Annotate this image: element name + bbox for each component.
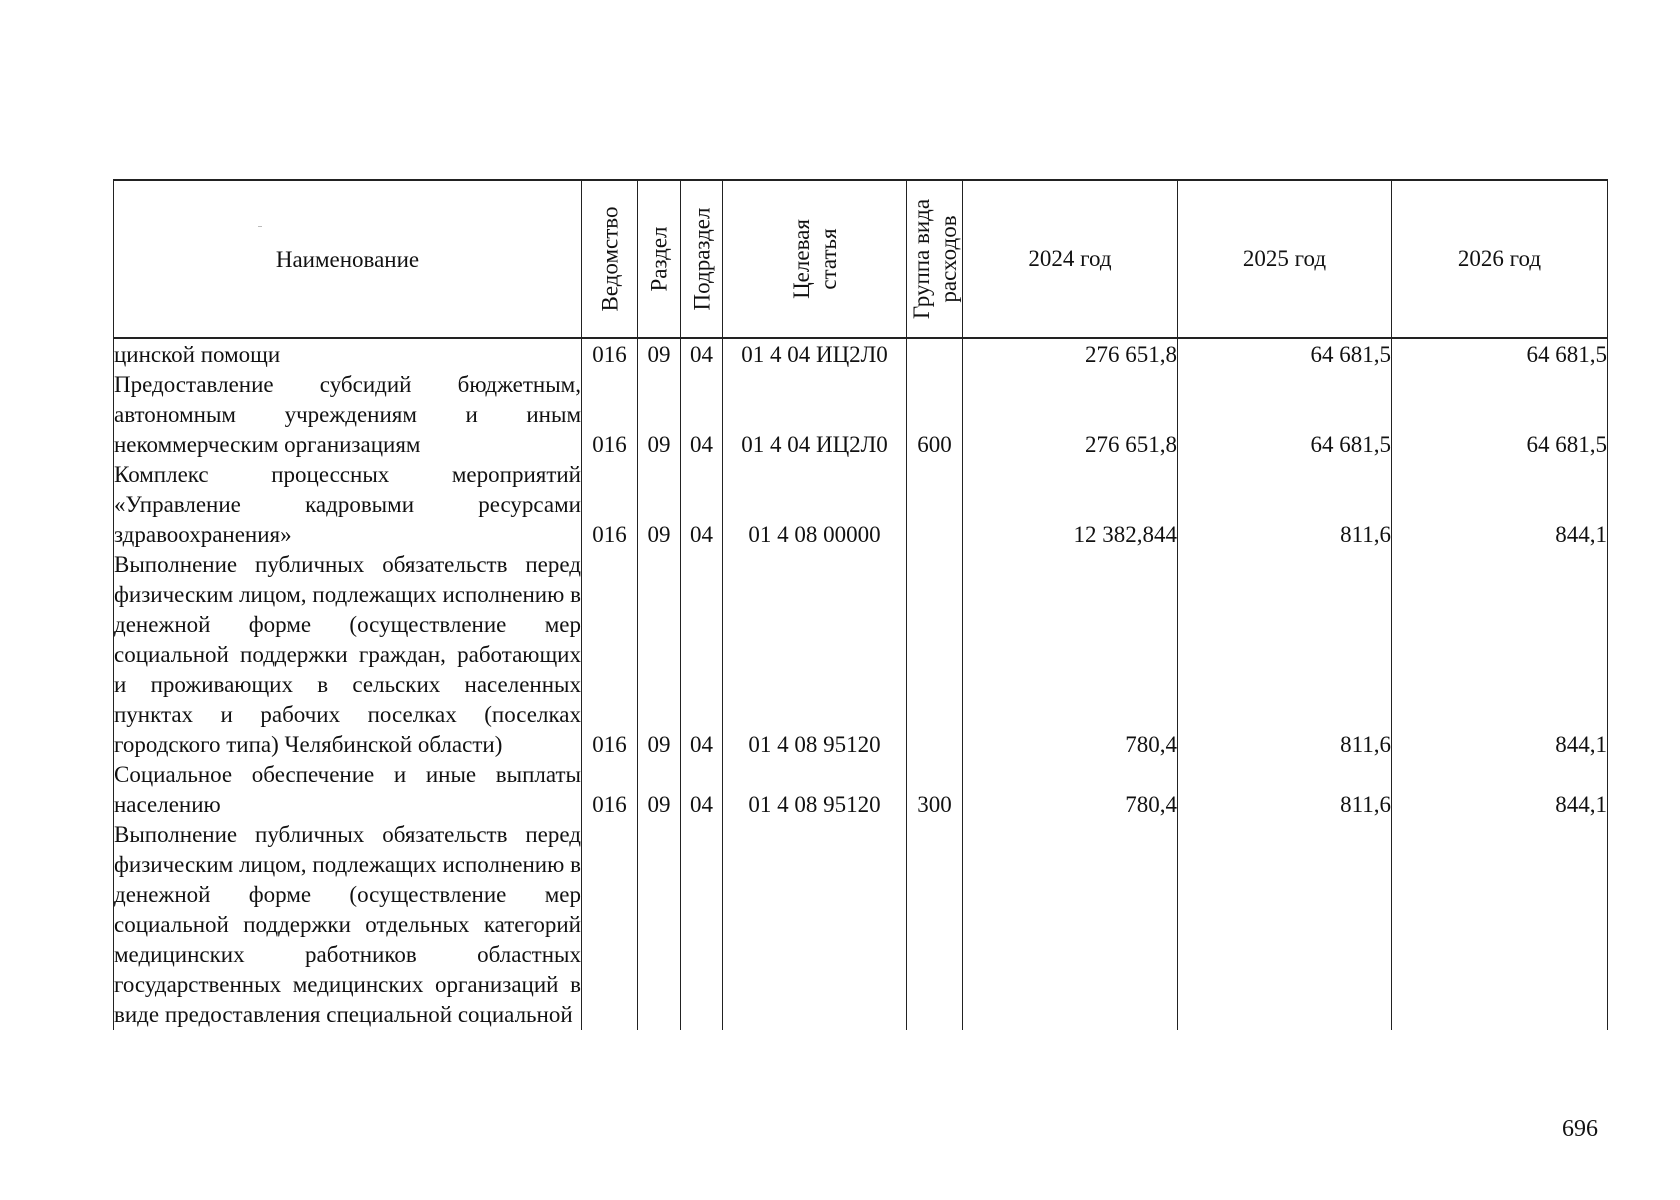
row-gruppa: 600 <box>907 370 963 460</box>
page-number: 696 <box>1562 1116 1598 1142</box>
row-name: Выполнение публичных обязательств перед физическим лицом, подлежащих исполнению в денежной форме (осуществление мер социальной поддержки граждан, работающих и проживающих в сельских населенных пунктах и рабочих поселках (поселках городского типа) Челябинской области) <box>114 550 582 760</box>
row-razdel: 09 <box>638 550 681 760</box>
table-row <box>114 760 1608 820</box>
header-celevaya-statya: Целевая статья <box>723 180 907 338</box>
row-2024: 780,4 <box>963 760 1178 820</box>
row-gruppa <box>907 820 963 1030</box>
header-year-2026: 2026 год <box>1392 180 1608 338</box>
row-2024: 12 382,844 <box>963 460 1178 550</box>
header-name: Наименование <box>114 180 582 338</box>
row-razdel: 09 <box>638 338 681 370</box>
row-celevaya-statya: 01 4 08 95120 <box>723 550 907 760</box>
row-2026: 844,1 <box>1392 460 1608 550</box>
row-podrazdel: 04 <box>681 460 723 550</box>
row-name: Комплекс процессных мероприятий «Управление кадровыми ресурсами здравоохранения» <box>114 460 582 550</box>
row-gruppa <box>907 550 963 760</box>
header-year-2025: 2025 год <box>1178 180 1392 338</box>
row-2025 <box>1178 820 1392 1030</box>
table-row <box>114 370 1608 460</box>
row-vedomstvo: 016 <box>582 460 638 550</box>
row-2024: 780,4 <box>963 550 1178 760</box>
row-gruppa: 300 <box>907 760 963 820</box>
table-row <box>114 338 1608 370</box>
row-vedomstvo: 016 <box>582 550 638 760</box>
row-celevaya-statya: 01 4 08 95120 <box>723 760 907 820</box>
row-vedomstvo: 016 <box>582 370 638 460</box>
row-2026 <box>1392 820 1608 1030</box>
row-name: Предоставление субсидий бюджетным, автономным учреждениям и иным некоммерческим организациям <box>114 370 582 460</box>
budget-table <box>113 179 1608 1030</box>
header-gruppa-vida-rashodov: Группа вида расходов <box>907 180 963 338</box>
row-razdel: 09 <box>638 460 681 550</box>
row-2024 <box>963 820 1178 1030</box>
row-celevaya-statya: 01 4 04 ИЦ2Л0 <box>723 370 907 460</box>
table-header-row <box>114 180 1608 338</box>
row-2026: 844,1 <box>1392 550 1608 760</box>
header-podrazdel: Подраздел <box>681 180 723 338</box>
row-2025: 811,6 <box>1178 460 1392 550</box>
header-vedomstvo: Ведомство <box>582 180 638 338</box>
row-podrazdel: 04 <box>681 550 723 760</box>
row-razdel <box>638 820 681 1030</box>
table-row <box>114 460 1608 550</box>
row-celevaya-statya <box>723 820 907 1030</box>
row-2025: 64 681,5 <box>1178 370 1392 460</box>
row-name: Выполнение публичных обязательств перед физическим лицом, подлежащих исполнению в денежной форме (осуществление мер социальной поддержки отдельных категорий медицинских работников областных государственных медицинских организаций в виде предоставления специальной социальной <box>114 820 582 1030</box>
row-vedomstvo <box>582 820 638 1030</box>
table-row <box>114 820 1608 1030</box>
row-razdel: 09 <box>638 370 681 460</box>
row-celevaya-statya: 01 4 08 00000 <box>723 460 907 550</box>
row-2025: 811,6 <box>1178 760 1392 820</box>
row-2026: 64 681,5 <box>1392 338 1608 370</box>
header-year-2024: 2024 год <box>963 180 1178 338</box>
row-podrazdel <box>681 820 723 1030</box>
row-2026: 64 681,5 <box>1392 370 1608 460</box>
row-name: Социальное обеспечение и иные выплаты населению <box>114 760 582 820</box>
row-2024: 276 651,8 <box>963 370 1178 460</box>
row-gruppa <box>907 338 963 370</box>
row-razdel: 09 <box>638 760 681 820</box>
row-2026: 844,1 <box>1392 760 1608 820</box>
row-2025: 811,6 <box>1178 550 1392 760</box>
row-podrazdel: 04 <box>681 370 723 460</box>
row-celevaya-statya: 01 4 04 ИЦ2Л0 <box>723 338 907 370</box>
row-vedomstvo: 016 <box>582 760 638 820</box>
row-name: цинской помощи <box>114 338 582 370</box>
row-2024: 276 651,8 <box>963 338 1178 370</box>
row-2025: 64 681,5 <box>1178 338 1392 370</box>
row-vedomstvo: 016 <box>582 338 638 370</box>
row-podrazdel: 04 <box>681 338 723 370</box>
row-gruppa <box>907 460 963 550</box>
row-podrazdel: 04 <box>681 760 723 820</box>
header-razdel: Раздел <box>638 180 681 338</box>
table-row <box>114 550 1608 760</box>
